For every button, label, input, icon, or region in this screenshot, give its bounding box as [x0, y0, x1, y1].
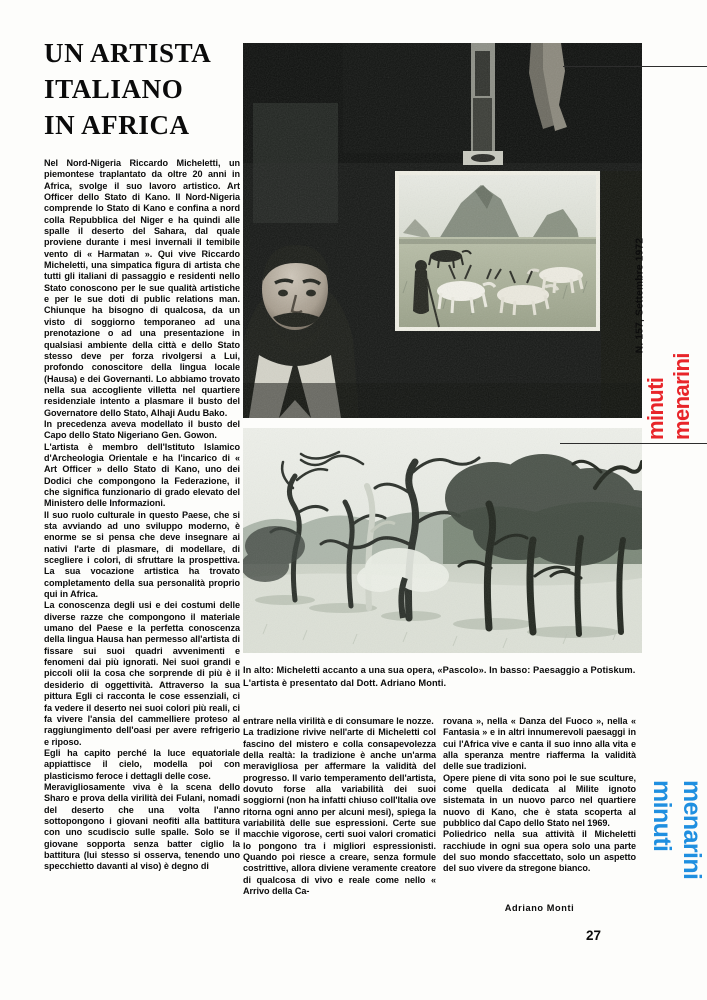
logo-red-word-menarini: menarini [669, 353, 694, 440]
page-title-line-1: UN ARTISTA [44, 38, 212, 68]
body-column-main [44, 158, 240, 873]
body-column-c [443, 716, 636, 875]
logo-blue-word-menarini: menarini [678, 780, 706, 880]
divider-rule-middle [560, 443, 707, 444]
page-title [44, 36, 240, 144]
author-signature: Adriano Monti [504, 903, 575, 913]
paragraph: Nel Nord-Nigeria Riccardo Micheletti, un piemontese traplantato da oltre 20 anni in Africa, svolge il suo lavoro artistico. Art Officer dello Stato di Kano. Il Nord-Nigeria comprende lo Stato di Kano e confina a nord colla Repubblica del Niger e ha quindi alle spalle il deserto del Sahara, dal quale proviene durante i mesi invernali il temibile vento di « Harmatan ». Qui vive Riccardo Micheletti, una simpatica figura di artista che tutti gli italiani di passaggio e residenti nello Stato conoscono per le sue qualità artistiche e per le sue doti di public relations man. Chiunque ha bisogno di qualcosa, da un visto di soggiorno temporaneo ad una prenotazione o ad una presentazione in qualsiasi ambiente della città e dello Stato stesso deve per forza rivolgersi a Lui, profondo conoscitore della lingua locale (Hausa) e dei Governanti. Lo abbiamo trovato nella sua accogliente villetta nel quartiere residenziale intento a plasmare il busto del Governatore dello Stato, Alhaji Audu Bako. [44, 158, 240, 418]
paragraph: La tradizione rivive nell'arte di Micheletti col fascino del mistero e colla consapevolezza della realtà: la tradizione è anche un'arma meravigliosa per affermare la validità del progresso. Il vario temperamento dell'artista, dovuto forse alla variabilità dei suoi soggiorni (non ha infatti chiuso coll'Italia ove ritorna ogni anno per alcuni mesi), spiega la variabilità delle sue espressioni. Certe sue macchie vigorose, certi suoi valori cromatici lo pongono tra i migliori espressionisti. Quando poi riesce a creare, senza formule costrittive, allora diviene veramente creatore di qualcosa di vivo e reale come nello « Arrivo della Ca- [243, 727, 436, 897]
page-title-line-2: ITALIANO [44, 73, 184, 104]
divider-rule-top [563, 66, 707, 67]
paragraph: Opere piene di vita sono poi le sue sculture, come quella dedicata al Milite ignoto sistemata in un nuovo parco nel quartiere nuovo di Kano, che è stata scoperta al pubblico dal Capo dello Stato nel 1969. [443, 772, 636, 829]
paragraph: Meravigliosamente viva è la scena dello Sharo e prova della virilità dei Fulani, nomadi del deserto che una volta l'anno sottopongono i giovani neofiti alla battitura con uno scudiscio sulle spalle. Solo se il giovane sopporta senza batter ciglio la battitura (lui stesso si osserva, tenendo uno specchietto davanti al viso) è degno di [44, 781, 240, 872]
paragraph: Poliedrico nella sua attività il Micheletti racchiude in ogni sua opera solo una parte del suo mondo sfaccettato, solo un aspetto del suo vivere da stregone bianco. [443, 829, 636, 874]
paragraph: L'artista è membro dell'Istituto Islamico d'Archeologia Orientale e ha l'incarico di « Art Officer » dello Stato di Kano, uno dei Dodici che compongono la Federazione, il che significa funzionario di grado elevato del Ministero delle Informazioni. [44, 441, 240, 509]
paragraph: In precedenza aveva modellato il busto del Capo dello Stato Nigeriano Gen. Gowon. [44, 418, 240, 441]
paragraph: rovana », nella « Danza del Fuoco », nella « Fantasia » e in altri innumerevoli paesaggi in cui l'Africa vive e canta il suo inno alla vita e alla speranza mentre riafferma la validità delle sue tradizioni. [443, 716, 636, 772]
page-title-line-3: IN AFRICA [44, 109, 190, 140]
photo-caption: In alto: Micheletti accanto a una sua opera, «Pascolo». In basso: Paesaggio a Potiskum. L'artista è presentato dal Dott. Adriano Monti. [243, 665, 636, 688]
logo-blue-word-minuti: minuti [648, 780, 676, 852]
issue-number-label: N. 157, Settembre 1972 [634, 237, 646, 354]
page-number: 27 [586, 928, 602, 943]
photo-artist-with-painting-graphic [243, 43, 642, 418]
paragraph: La conoscenza degli usi e dei costumi delle diverse razze che compongono il materiale umano del Paese e la perfetta conoscenza della lingua Hausa han permesso all'artista di fissare sui suoi quadri avvenimenti e fenomeni dai più ignorati. Nei suoi grandi e piccoli olii la cosa che sorprende di più è il desiderio di oggettività. Attraverso la sua pittura Egli ci racconta le cose essenziali, ci fa vedere il deserto nei suoi colori più reali, ci fa vivere l'ansia del cammelliere proteso al raggiungimento dell'oasi per avere refrigerio e riposo. [44, 600, 240, 747]
body-column-b [243, 716, 436, 898]
logo-red-word-minuti: minuti [643, 377, 668, 440]
paragraph: entrare nella virilità e di consumare le nozze. [243, 716, 434, 726]
photo-landscape-potiskum-graphic [243, 428, 642, 653]
photo-artist-with-painting [243, 43, 642, 418]
paragraph: Il suo ruolo culturale in questo Paese, che si sta avviando ad uno sviluppo moderno, è enorme se si pensa che deve insegnare ai nativi l'arte di plasmare, di modellare, di scegliere i colori, di sfruttare la prospettiva. La sua vocazione artistica ha trovato completamento della sua personalità proprio qui in Africa. [44, 509, 240, 600]
masthead-red [595, 180, 707, 440]
paragraph: Egli ha capito perché la luce equatoriale appiattisce il cielo, modella poi con plasticismo feroce i dettagli delle cose. [44, 747, 240, 781]
photo-landscape-potiskum [243, 428, 642, 653]
masthead-blue [640, 780, 707, 1000]
